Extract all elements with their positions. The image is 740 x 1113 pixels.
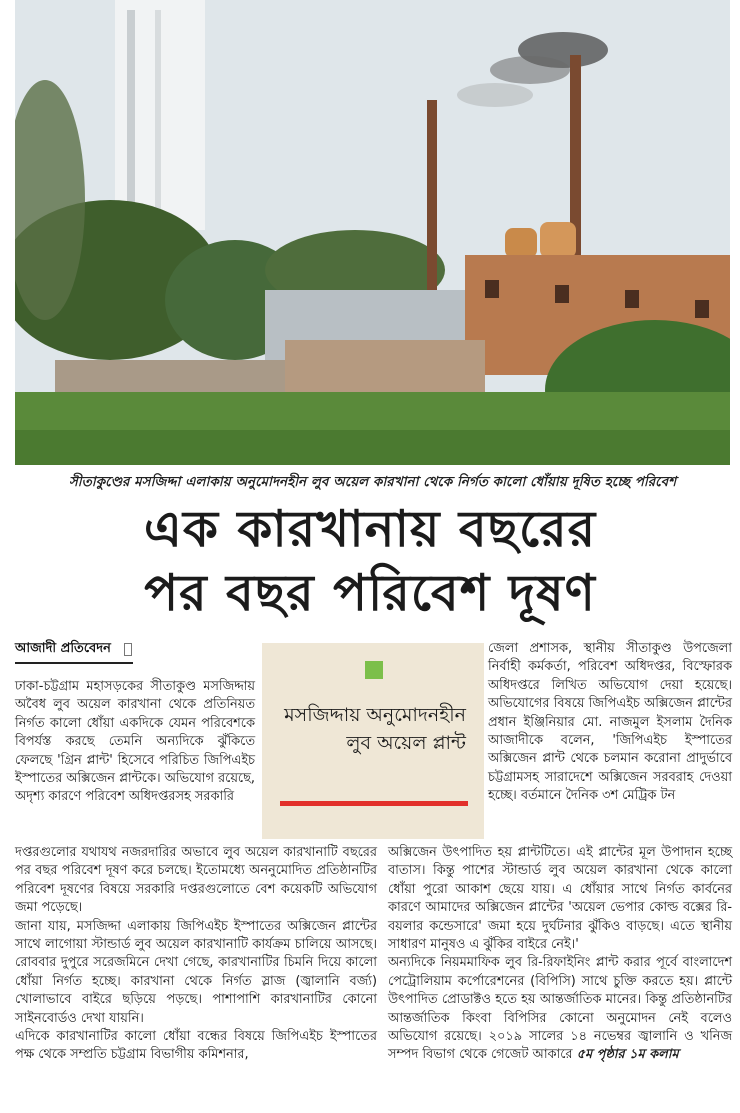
photo-caption: সীতাকুণ্ডের মসজিদ্দা এলাকায় অনুমোদনহীন লুব অয়েল কারখানা থেকে নির্গত কালো ধোঁয়ায় দূষিত হচ্ছে পরিবেশ — [68, 474, 677, 490]
headline — [0, 497, 740, 629]
headline-line-2: পর বছর পরিবেশ দূষণ — [144, 564, 596, 622]
article-paragraph: দপ্তরগুলোর যথাযথ নজরদারির অভাবে লুব অয়েল কারখানাটি বছরের পর বছর পরিবেশ দূষণ করে চলছে। ইতোমধ্যে অননুমোদিত প্রতিষ্ঠানটির পরিবেশ দূষণের বিষয়ে সরকারি দপ্তরগুলোতে বেশ কয়েকটি অভিযোগ জমা পড়েছে। — [15, 845, 377, 916]
article-column-right — [488, 640, 732, 806]
article-photo — [15, 0, 730, 465]
article-column-left — [15, 678, 255, 807]
pull-quote-text: মসজিদ্দায় অনুমোদনহীন লুব অয়েল প্লান্ট — [284, 704, 466, 754]
factory-photo-illustration — [15, 0, 730, 465]
headline-line-1: এক কারখানায় বছরের — [143, 500, 597, 558]
byline: আজাদী প্রতিবেদন — [15, 638, 133, 664]
article-column-bottom-left — [15, 844, 377, 1065]
article-paragraph — [388, 954, 732, 1064]
continued-on-page-link[interactable]: ৫ম পৃষ্ঠার ১ম কলাম — [576, 1047, 679, 1063]
article-paragraph: ঢাকা-চট্টগ্রাম মহাসড়কের সীতাকুণ্ড মসজিদ্দায় অবৈধ লুব অয়েল কারখানা থেকে প্রতিনিয়ত নির্গত কালো ধোঁয়া একদিকে যেমন পরিবেশকে বিপর্যস্ত করছে তেমনি অন্যদিকে ঝুঁকিতে ফেলছে 'গ্রিন প্লান্ট' হিসেবে পরিচিত জিপিএইচ ইস্পাতের অক্সিজেন প্লান্টকে। অভিযোগ রয়েছে, অদৃশ্য কারণে পরিবেশ অধিদপ্তরসহ সরকারি — [15, 679, 255, 805]
green-square-icon — [365, 661, 383, 679]
article-paragraph: জেলা প্রশাসক, স্থানীয় সীতাকুণ্ড উপজেলা নির্বাহী কর্মকর্তা, পরিবেশ অধিদপ্তর, বিস্ফোরক অধিদপ্তরে লিখিত অভিযোগ দেয়া হয়েছে। অভিযোগের বিষয়ে জিপিএইচ অক্সিজেন প্লান্টের প্রধান ইঞ্জিনিয়ার মো. নাজমুল ইসলাম দৈনিক আজাদীকে বলেন, 'জিপিএইচ ইস্পাতের অক্সিজেন প্লান্ট থেকে চলমান করোনা প্রাদুর্ভাবে চট্টগ্রামসহ সারাদেশে অক্সিজেন সরবরাহ দেওয়া হচ্ছে। বর্তমানে দৈনিক ৩শ মেট্রিক টন — [488, 641, 732, 804]
article-column-bottom-right — [388, 844, 732, 1065]
byline-marker — [124, 643, 132, 656]
pull-quote-red-rule — [280, 801, 468, 806]
article-paragraph: অক্সিজেন উৎপাদিত হয় প্লান্টটিতে। এই প্লান্টের মূল উপাদান হচ্ছে বাতাস। কিন্তু পাশের স্টান্ডার্ড লুব অয়েল কারখানা থেকে কালো ধোঁয়া পুরো আকাশ ছেয়ে যায়। এ ধোঁয়ার সাথে নির্গত কার্বনের কারণে আমাদের অক্সিজেন প্লান্টের 'অয়েল ভেপার কোল্ড বক্সের রি-বয়লার কন্ডেসারে' জমা হয়ে দুর্ঘটনার ঝুঁকিও বাড়ছে। এতে স্থানীয় সাধারণ মানুষও এ ঝুঁকির বাইরে নেই।' — [388, 845, 732, 953]
article-paragraph-text: অন্যদিকে নিয়মমাফিক লুব রি-রিফাইনিং প্লান্ট করার পূর্বে বাংলাদেশ পেট্রোলিয়াম কর্পোরেশনের (বিপিসি) সাথে চুক্তি করতে হয়। প্লান্টে উৎপাদিত প্রোডাক্টও হতে হয় আন্তর্জাতিক মানের। কিন্তু প্রতিষ্ঠানটির আন্তর্জাতিক কিংবা বিপিসির কোনো অনুমোদন নেই বলেও অভিযোগ রয়েছে। ২০১৯ সালের ১৪ নভেম্বর জ্বালানি ও খনিজ সম্পদ বিভাগ থেকে গেজেট আকারে — [388, 955, 732, 1063]
article-paragraph: এদিকে কারখানাটির কালো ধোঁয়া বন্ধের বিষয়ে জিপিএইচ ইস্পাতের পক্ষ থেকে সম্প্রতি চট্টগ্রাম বিভাগীয় কমিশনার, — [15, 1029, 377, 1063]
pull-quote-box — [262, 643, 484, 839]
article-paragraph: জানা যায়, মসজিদ্দা এলাকায় জিপিএইচ ইস্পাতের অক্সিজেন প্লান্টের সাথে লাগোয়া স্টান্ডার্ড লুব অয়েল কারখানাটি কার্যক্রম চালিয়ে আসছে। রোববার দুপুরে সরেজমিনে দেখা গেছে, কারখানাটির চিমনি দিয়ে কালো ধোঁয়া নির্গত হচ্ছে। কারখানা থেকে নির্গত স্লাজ (জ্বালানি বর্জ্য) খোলাভাবে বাইরে ছড়িয়ে পড়ছে। পাশাপাশি কারখানাটির কোনো সাইনবোর্ডও দেখা যায়নি। — [15, 918, 377, 1026]
